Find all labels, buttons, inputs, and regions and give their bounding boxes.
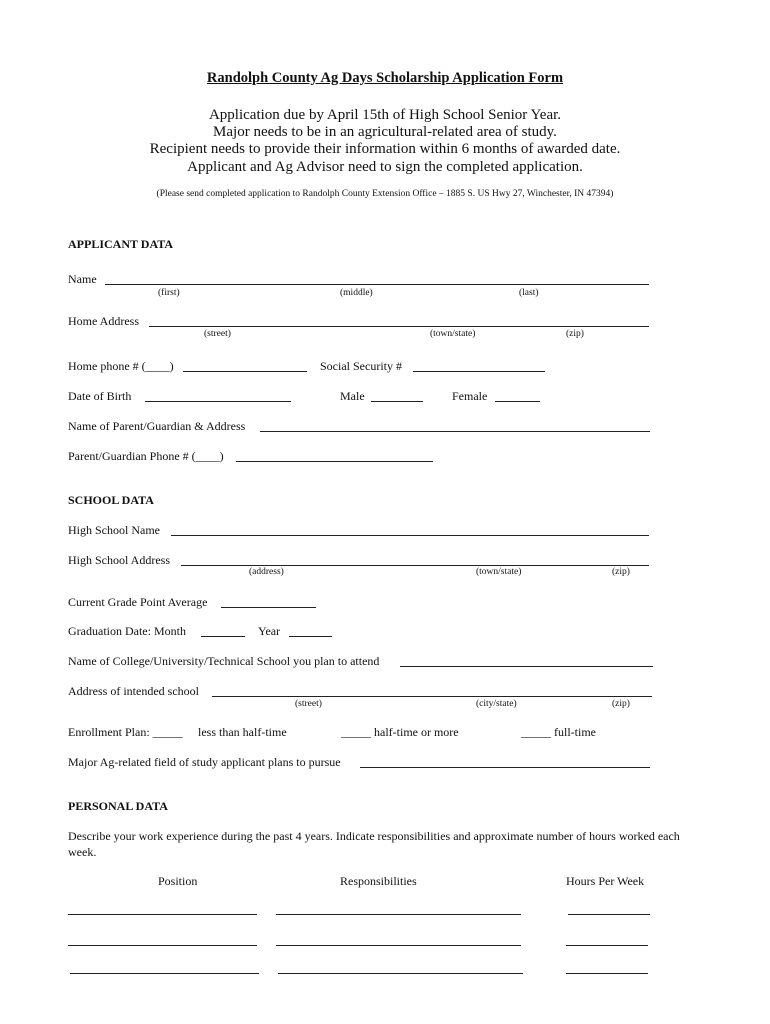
ssn-label: Social Security # — [320, 359, 402, 373]
hs-address-label: High School Address — [68, 553, 170, 567]
gpa-label: Current Grade Point Average — [68, 595, 208, 609]
male-field[interactable] — [371, 401, 423, 402]
work-row-1-responsibilities[interactable] — [276, 914, 521, 915]
home-phone-field[interactable] — [183, 371, 307, 372]
home-address-label: Home Address — [68, 314, 139, 328]
work-row-2-responsibilities[interactable] — [276, 945, 521, 946]
column-position: Position — [158, 874, 198, 888]
male-label: Male — [340, 389, 365, 403]
college-address-field[interactable] — [212, 696, 652, 697]
home-address-field[interactable] — [149, 326, 649, 327]
grad-year-label: Year — [258, 624, 281, 638]
applicant-section-heading: APPLICANT DATA — [68, 237, 174, 251]
mailing-note: (Please send completed application to Randolph County Extension Office – 1885 S. US Hwy 27, Winchester, IN 47394) — [156, 189, 614, 199]
hs-name-label: High School Name — [68, 523, 160, 537]
enrollment-option-half-or-more[interactable]: _____ half-time or more — [341, 725, 459, 739]
parent-label: Name of Parent/Guardian & Address — [68, 419, 246, 433]
name-field[interactable] — [105, 284, 649, 285]
enrollment-option-full-time[interactable]: _____ full-time — [521, 725, 596, 739]
address-sub-street: (street) — [204, 329, 231, 339]
home-phone-label: Home phone # (____) — [68, 359, 174, 373]
parent-phone-field[interactable] — [236, 461, 433, 462]
parent-field[interactable] — [260, 431, 650, 432]
name-sub-middle: (middle) — [340, 288, 373, 298]
hs-address-sub-address: (address) — [249, 567, 284, 577]
college-address-sub-street: (street) — [295, 699, 322, 709]
major-field[interactable] — [360, 767, 650, 768]
college-address-sub-zip: (zip) — [612, 699, 630, 709]
enrollment-label[interactable]: Enrollment Plan: _____ — [68, 725, 183, 739]
work-row-3-position[interactable] — [70, 973, 259, 974]
form-title: Randolph County Ag Days Scholarship Application Form — [206, 70, 564, 86]
dob-label: Date of Birth — [68, 389, 132, 403]
college-label: Name of College/University/Technical School you plan to attend — [68, 654, 380, 668]
hs-address-sub-zip: (zip) — [612, 567, 630, 577]
column-hours-per-week: Hours Per Week — [566, 874, 645, 888]
grad-month-label: Graduation Date: Month — [68, 624, 186, 638]
dob-field[interactable] — [145, 401, 291, 402]
work-row-1-position[interactable] — [68, 914, 257, 915]
hs-address-field[interactable] — [181, 565, 649, 566]
work-row-3-responsibilities[interactable] — [278, 973, 523, 974]
female-field[interactable] — [495, 401, 540, 402]
major-label: Major Ag-related field of study applicant plans to pursue — [68, 755, 341, 769]
grad-year-field[interactable] — [289, 636, 332, 637]
work-row-2-position[interactable] — [68, 945, 257, 946]
work-row-1-hours[interactable] — [568, 914, 650, 915]
college-address-label: Address of intended school — [68, 684, 199, 698]
ssn-field[interactable] — [413, 371, 545, 372]
address-sub-town: (town/state) — [430, 329, 476, 339]
address-sub-zip: (zip) — [566, 329, 584, 339]
personal-section-heading: PERSONAL DATA — [68, 799, 168, 813]
intro-line-3: Recipient needs to provide their information within 6 months of awarded date. — [149, 141, 621, 157]
parent-phone-label: Parent/Guardian Phone # (____) — [68, 449, 224, 463]
work-row-2-hours[interactable] — [566, 945, 648, 946]
name-sub-last: (last) — [519, 288, 539, 298]
intro-line-2: Major needs to be in an agricultural-related area of study. — [213, 124, 557, 140]
work-row-3-hours[interactable] — [566, 973, 648, 974]
college-address-sub-city: (city/state) — [476, 699, 517, 709]
gpa-field[interactable] — [221, 607, 316, 608]
column-responsibilities: Responsibilities — [340, 874, 417, 888]
hs-name-field[interactable] — [171, 535, 649, 536]
work-experience-instructions: Describe your work experience during the past 4 years. Indicate responsibilities and approximate number of hours worked each week. — [68, 829, 680, 859]
grad-month-field[interactable] — [201, 636, 245, 637]
enrollment-option-less-than-half: less than half-time — [198, 725, 287, 739]
name-sub-first: (first) — [158, 288, 180, 298]
intro-line-4: Applicant and Ag Advisor need to sign the completed application. — [187, 159, 583, 175]
name-label: Name — [68, 272, 97, 286]
college-field[interactable] — [400, 666, 653, 667]
female-label: Female — [452, 389, 488, 403]
school-section-heading: SCHOOL DATA — [68, 493, 154, 507]
hs-address-sub-town: (town/state) — [476, 567, 522, 577]
intro-line-1: Application due by April 15th of High School Senior Year. — [208, 107, 562, 123]
